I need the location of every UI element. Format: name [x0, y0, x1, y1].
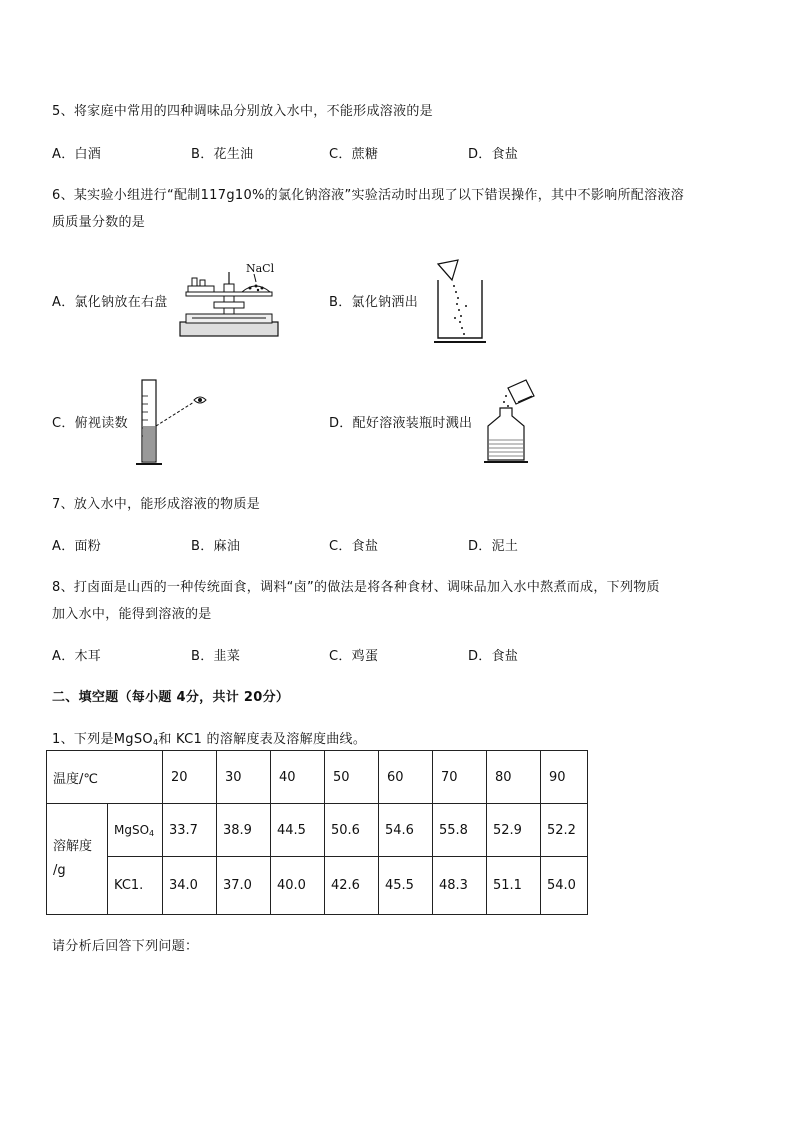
q8-option-a: A．木耳	[52, 649, 102, 664]
temp-cell: 80	[487, 751, 541, 804]
mgso4-value: 44.5	[271, 804, 325, 857]
fill1-stem-prefix: 1、下列是	[52, 732, 114, 747]
bottle-pouring-figure	[482, 378, 546, 464]
mgso4-main: MgSO	[113, 732, 153, 747]
row-name-mgso4-sub: 4	[149, 828, 155, 838]
row-name-kc1: KC1.	[108, 857, 163, 915]
mgso4-value: 54.6	[379, 804, 433, 857]
q7-option-d: D．泥土	[468, 539, 519, 554]
temp-cell: 40	[271, 751, 325, 804]
q6-stem-line1: 6、某实验小组进行“配制117g10%的氯化钠溶液”实验活动时出现了以下错误操作，其中不影响所配溶液溶	[52, 188, 685, 203]
mgso4-value: 38.9	[217, 804, 271, 857]
table-header-temperature: 温度/℃	[47, 751, 163, 804]
q6-option-c: C．俯视读数	[52, 416, 128, 431]
fill1-stem	[52, 728, 366, 747]
q6-option-a: A．氯化钠放在右盘	[52, 295, 168, 310]
solubility-row-label	[47, 804, 108, 915]
q8-option-c: C．鸡蛋	[329, 649, 379, 664]
fill1-follow-up: 请分析后回答下列问题：	[52, 939, 199, 954]
temp-cell: 30	[217, 751, 271, 804]
row-name-mgso4-main: MgSO	[114, 822, 150, 837]
q8-stem-line1: 8、打卤面是山西的一种传统面食，调料“卤”的做法是将各种食材、调味品加入水中熬煮而成，下列物质	[52, 580, 660, 595]
kc1-value: 37.0	[217, 857, 271, 915]
balance-scale-figure	[178, 258, 282, 342]
kc1-value: 51.1	[487, 857, 541, 915]
q5-option-c: C．蔗糖	[329, 147, 379, 162]
section-title: 二、填空题（每小题 4分，共计 20分）	[52, 690, 290, 705]
mgso4-value: 55.8	[433, 804, 487, 857]
q5-stem: 5、将家庭中常用的四种调味品分别放入水中，不能形成溶液的是	[52, 104, 433, 119]
nacl-label: NaCl	[246, 262, 275, 275]
kc1-value: 40.0	[271, 857, 325, 915]
temp-cell: 50	[325, 751, 379, 804]
row-name-mgso4	[108, 804, 163, 857]
solubility-label-line1: 溶解度	[53, 839, 93, 854]
q5-option-a: A．白酒	[52, 147, 102, 162]
q7-option-b: B．麻油	[191, 539, 241, 554]
solubility-label-line2: /g	[53, 863, 66, 878]
q8-option-d: D．食盐	[468, 649, 519, 664]
temp-cell: 20	[163, 751, 217, 804]
q5-option-d: D．食盐	[468, 147, 519, 162]
graduated-cylinder-figure	[136, 376, 216, 468]
q7-option-a: A．面粉	[52, 539, 102, 554]
q6-option-b: B．氯化钠洒出	[329, 295, 419, 310]
q6-stem-line2: 质质量分数的是	[52, 215, 146, 230]
kc1-value: 48.3	[433, 857, 487, 915]
q5-option-b: B．花生油	[191, 147, 254, 162]
kc1-value: 45.5	[379, 857, 433, 915]
temp-cell: 90	[541, 751, 588, 804]
q8-stem-line2: 加入水中，能得到溶液的是	[52, 607, 212, 622]
fill1-stem-mid: 和 KC1 的溶解度表及溶解度曲线。	[158, 732, 367, 747]
kc1-value: 34.0	[163, 857, 217, 915]
mgso4-value: 50.6	[325, 804, 379, 857]
mgso4-value: 33.7	[163, 804, 217, 857]
kc1-value: 54.0	[541, 857, 588, 915]
q7-stem: 7、放入水中，能形成溶液的物质是	[52, 497, 261, 512]
solubility-table	[46, 750, 588, 915]
mgso4-formula	[114, 732, 159, 747]
q7-option-c: C．食盐	[329, 539, 379, 554]
kc1-value: 42.6	[325, 857, 379, 915]
beaker-spill-figure	[430, 258, 490, 344]
mgso4-sub: 4	[152, 738, 159, 747]
q8-option-b: B．韭菜	[191, 649, 241, 664]
mgso4-value: 52.2	[541, 804, 588, 857]
q6-option-d: D．配好溶液装瓶时溅出	[329, 416, 473, 431]
temp-cell: 60	[379, 751, 433, 804]
temp-cell: 70	[433, 751, 487, 804]
mgso4-value: 52.9	[487, 804, 541, 857]
